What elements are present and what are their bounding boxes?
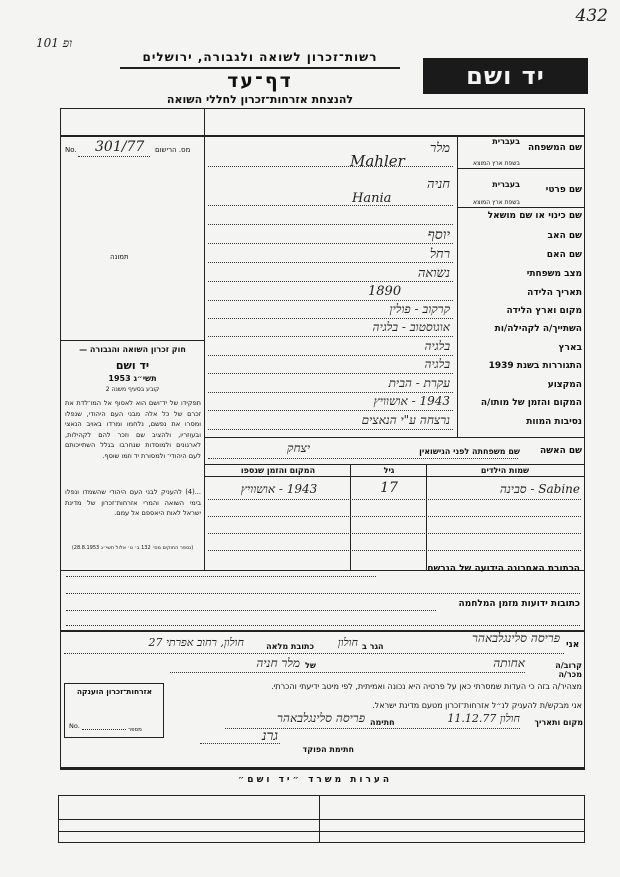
family-sub-hebrew: בעברית: [492, 137, 520, 146]
of-value: מלר חניה: [256, 656, 300, 670]
first-sub-foreign: בשפת ארץ המוצא: [472, 199, 520, 206]
death-circumstances-label: נסיבות המוות: [526, 417, 582, 427]
mother-label: שם האם: [546, 250, 582, 260]
law-paragraph-2: ...(4) להעניק לבני העם היהודי שהשמדו ונפלו בימי השואה והמרי אזרחות־זכרון של מדינת ישראל לאות היאספם אל עמם.: [65, 488, 201, 517]
family-sub-foreign: בשפת ארץ המוצא: [472, 160, 520, 167]
community-value: אוגוסטוב - בלגיה: [372, 320, 450, 334]
place-date-label: מקום ותאריך: [534, 718, 583, 727]
children-col-age: גיל: [383, 466, 395, 475]
children-col-names: שמות הילדים: [480, 466, 530, 475]
request-text: אני מבקש/ת להעניק לנ״ל אזרחות־זכרון מטעם מדינת ישראל.: [372, 701, 582, 710]
first-name-label: שם פרטי: [545, 185, 582, 195]
citizenship-title: אזרחות־זכרון הוענקה: [76, 687, 153, 696]
father-value: יוסף: [427, 227, 450, 243]
birth-date-label: תאריך הלידה: [527, 288, 582, 298]
declare-text: מצהיר/ה בזה כי העדות שמסרתי כאן על פרטיה היא נכונה ואמיתית, לפי מיטב ידיעתי והכרתי.: [271, 682, 582, 691]
form-title: דף־עד: [227, 70, 293, 92]
first-name-hebrew: חניה: [427, 177, 450, 192]
citizenship-number-label: מספר: [128, 727, 142, 733]
death-label: המקום והזמן של מותו/ה: [480, 398, 582, 408]
first-sub-hebrew: בעברית: [492, 180, 520, 189]
citizenship-no-label: No.: [69, 722, 80, 730]
law-name: יד ושם: [115, 359, 150, 372]
signature-label: חתימה: [370, 718, 395, 727]
child-place: 1943 - אושוויץ: [240, 482, 318, 496]
law-section: קובע בסעיף משנה 2: [105, 386, 160, 393]
nickname-label: שם כינוי או שם מושאל: [487, 211, 582, 221]
occupation-label: המקצוע: [547, 380, 582, 390]
father-label: שם האב: [547, 231, 582, 241]
declarant-i-label: אני: [566, 640, 580, 650]
spouse-label: שם האשה: [540, 446, 582, 456]
country-value: בלגיה: [424, 339, 450, 353]
law-year: תשי״ג 1953: [108, 374, 157, 383]
marital-label: מצב משפחתי: [526, 269, 582, 279]
mother-value: רחל: [429, 247, 450, 262]
spouse-value: יצחק: [287, 441, 310, 455]
officer-label: חתימת הפוקד: [302, 745, 354, 754]
place-date-value: חולון 11.12.77: [447, 712, 520, 725]
address-label: הכתובת האחרונה הידועה של הנרשם: [427, 564, 580, 574]
declarant-name: פריסה סלינגלבאהר: [472, 631, 560, 645]
table-row: סבינה - Sabine: [499, 482, 580, 496]
family-name-label: שם המשפחה: [527, 143, 582, 153]
residing-label: הגר ב: [362, 642, 384, 651]
photo-label: תמונה: [110, 253, 129, 261]
birth-date-value: 1890: [368, 284, 402, 299]
family-name-foreign: Mahler: [350, 152, 405, 170]
occupation-value: עקרת - הבית: [388, 376, 450, 390]
form-subtitle: להנצחת אזרחות־זכרון לחללי השואה: [166, 93, 354, 106]
birth-place-value: קרקוב - פולין: [389, 302, 450, 316]
declarant-signature: פריסה סלינגלבאהר: [277, 711, 365, 725]
law-footnote: (נספר החוקים מס׳ 132 ב׳ ט׳ אלול תשי״ג 28.8.1953): [71, 545, 194, 551]
page-number: 432: [575, 6, 608, 26]
org-line: רשות־זכרון לשואה ולגבורה, ירושלים: [142, 50, 378, 64]
office-notes-label: הערות משרד ״יד ושם״: [237, 775, 393, 785]
law-paragraph-1: תפקידו של יד־ושם הוא לאסוף אל המו־לדת את זכרם של כל אלה מבני העם היהודי, שנפלו ומסרו את נפשם, נלחמו ומרדו באויב הנאצי ובעוזריו, ולהציב שם וזכר להם לקהילות, לארגונים ולמוסדות שנחרבו בגלל השתייכותם לעם היהודי־ ולמסורת יד וזמו שוסף.: [65, 399, 201, 460]
death-circumstances-value: נרצחה ע"י הנאצים: [361, 413, 450, 427]
yad-vashem-logo: יד ושם: [423, 58, 588, 94]
spouse-sub-label: שם משפחתה לפני הנישואין: [419, 447, 520, 456]
full-address-value: חולון, רחוב אפרתי 27: [148, 636, 244, 649]
war-addresses-label: כתובות ידועות מזמן המלחמה: [458, 599, 580, 609]
family-name-hebrew: מלר: [429, 141, 450, 156]
residence-value: בלגיה: [424, 357, 450, 371]
residing-value: חולון: [337, 636, 358, 649]
law-title: חוק זכרון השואה והגבורה —: [79, 345, 186, 354]
country-label: בארץ: [558, 343, 582, 353]
margin-note: ופ 101: [36, 36, 73, 50]
reg-label: מס. הרישום: [155, 146, 191, 154]
birth-place-label: מקום וארץ הלידה: [506, 306, 582, 316]
of-label: של: [305, 661, 316, 670]
community-label: השתייך/ה לקהילה/ות: [494, 324, 582, 334]
children-col-place: המקום והזמן שנספו: [240, 466, 316, 475]
marital-value: נשואה: [417, 266, 450, 281]
death-value: 1943 - אושוויץ: [373, 394, 450, 408]
residence-label: התגוררות בשנת 1939: [488, 361, 582, 371]
relation-label: קרוב/ה מכר/ה: [555, 661, 582, 679]
child-age: 17: [380, 480, 398, 496]
full-address-label: כתובת מלאה: [266, 642, 314, 651]
first-name-foreign: Hania: [352, 191, 392, 206]
officer-signature: גרנ: [261, 728, 278, 744]
reg-number: 301/77: [95, 139, 145, 155]
relation-value: אחותה: [493, 656, 525, 670]
reg-no-label: No.: [65, 146, 77, 154]
